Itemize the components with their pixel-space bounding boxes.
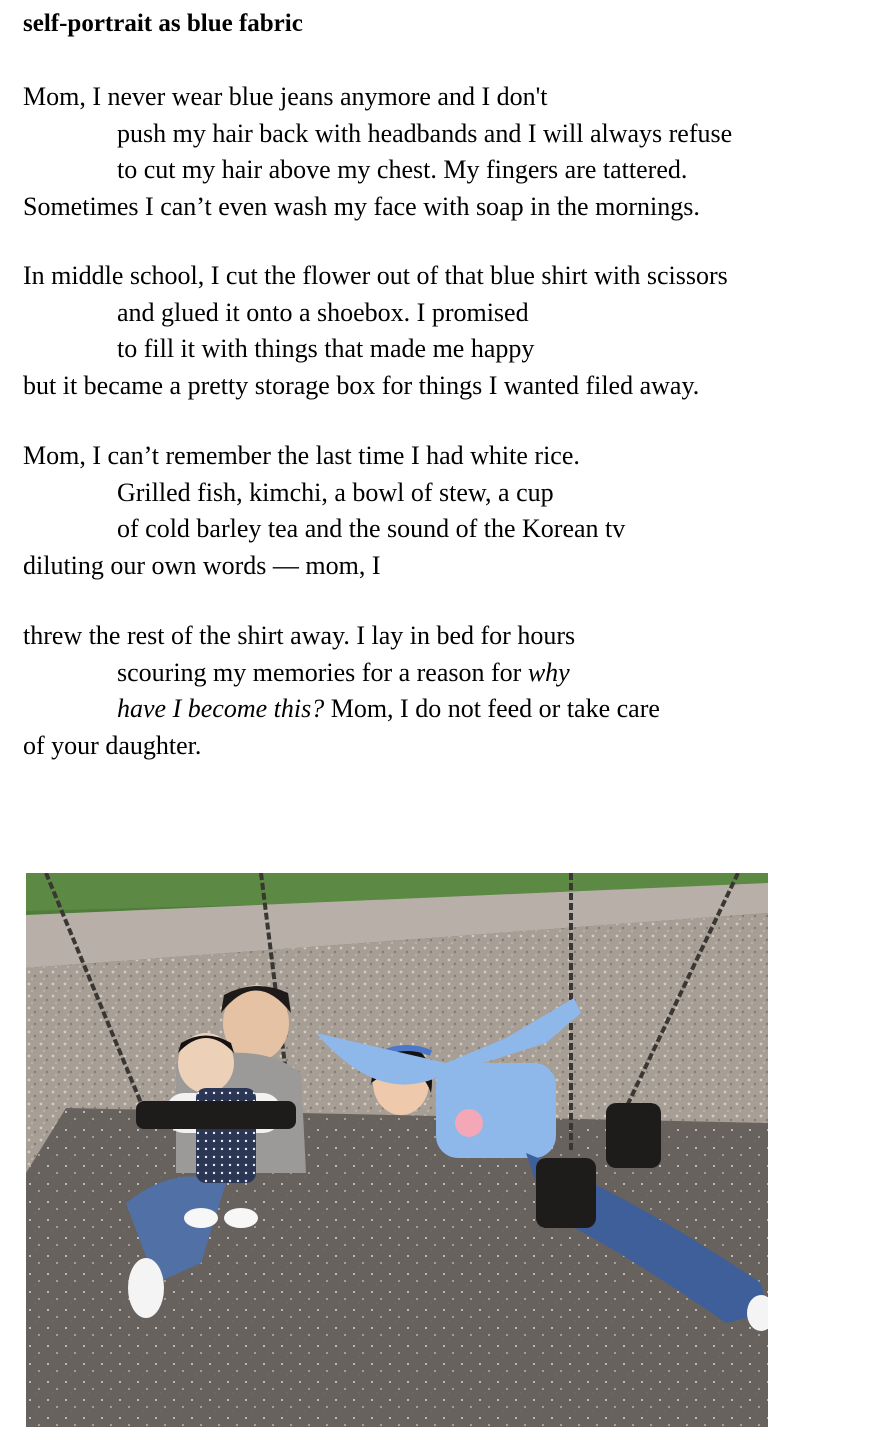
- stanza-1: [23, 79, 732, 225]
- poem-line-text: scouring my memories for a reason for: [117, 657, 528, 687]
- family-swing-photo: [26, 873, 768, 1427]
- poem-line: In middle school, I cut the flower out of that blue shirt with scissors: [23, 261, 728, 290]
- poem-line: Sometimes I can’t even wash my face with soap in the mornings.: [23, 191, 700, 221]
- poem-line: and glued it onto a shoebox. I promised: [117, 297, 529, 327]
- poem-line: [23, 655, 660, 692]
- poem-line-text: Mom, I do not feed or take care: [324, 694, 660, 723]
- poem-line: Mom, I can’t remember the last time I had white rice.: [23, 441, 580, 470]
- poem-line: Mom, I never wear blue jeans anymore and I don't: [23, 82, 548, 111]
- poem-italic-text: have I become this?: [117, 694, 325, 723]
- poem-line: to cut my hair above my chest. My fingers are tattered.: [117, 155, 688, 184]
- poem-line: of cold barley tea and the sound of the Korean tv: [117, 514, 626, 543]
- stanza-3: [23, 438, 625, 584]
- poem-line: but it became a pretty storage box for things I wanted filed away.: [23, 370, 700, 400]
- poem-line: [23, 691, 660, 728]
- photo-illustration: [26, 873, 768, 1427]
- poem-line: diluting our own words — mom, I: [23, 550, 381, 580]
- stanza-4: [23, 618, 660, 764]
- poem-title: self-portrait as blue fabric: [23, 10, 303, 37]
- poem-line: to fill it with things that made me happy: [117, 334, 535, 363]
- stanza-2: [23, 258, 728, 404]
- poem-italic-text: why: [527, 657, 570, 687]
- poem-line: push my hair back with headbands and I will always refuse: [117, 118, 733, 148]
- poem-line: of your daughter.: [23, 730, 202, 760]
- poem-line: threw the rest of the shirt away. I lay in bed for hours: [23, 621, 576, 650]
- poem-line: Grilled fish, kimchi, a bowl of stew, a cup: [117, 477, 554, 507]
